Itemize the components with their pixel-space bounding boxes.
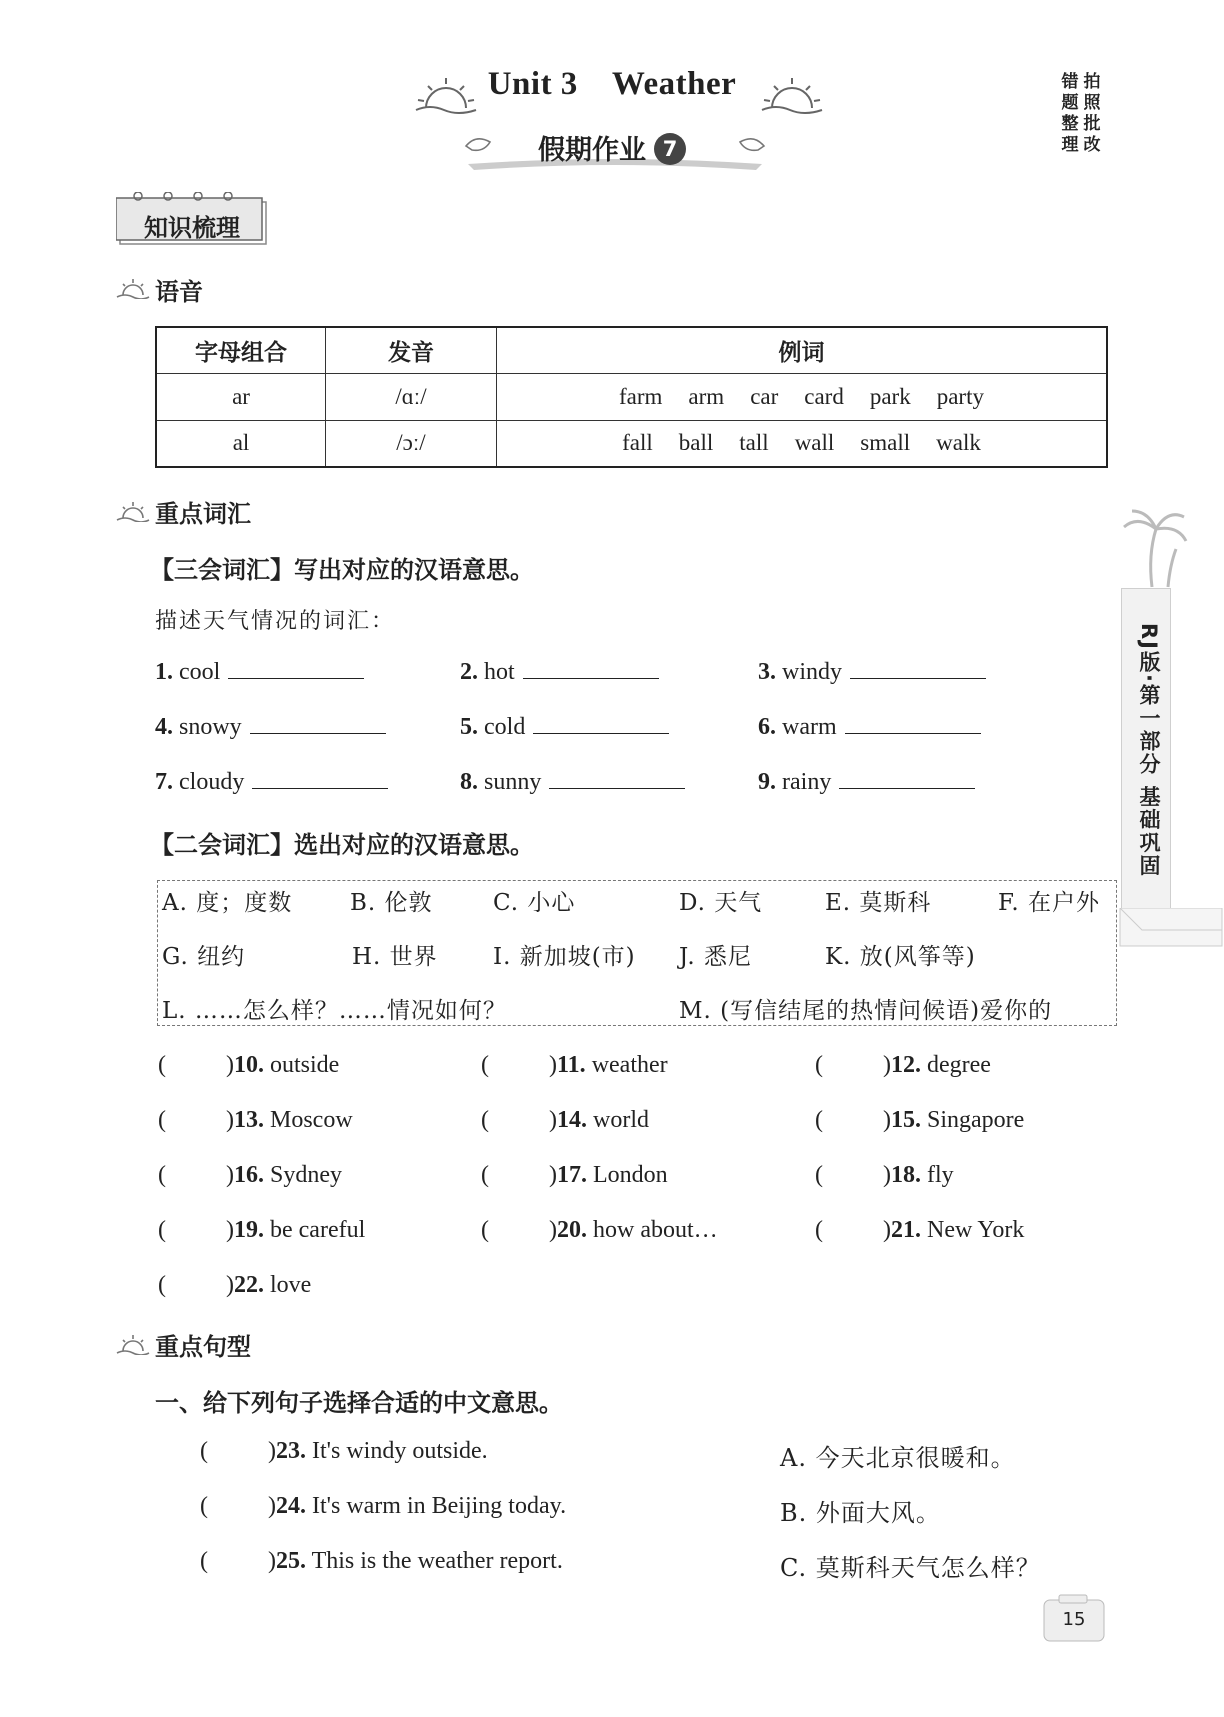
answer-blank[interactable] — [549, 768, 685, 789]
option-item: M. (写信结尾的热情问候语)爱你的 — [679, 998, 1053, 1024]
corner-col-right: 拍照批改 — [1083, 72, 1101, 155]
answer-parens[interactable]: ( — [815, 1217, 823, 1243]
example-words-cell — [497, 373, 1108, 420]
answer-parens[interactable]: ( — [158, 1272, 166, 1298]
vocab-item: 5. cold — [460, 713, 669, 741]
sentences-heading: 重点句型 — [155, 1333, 251, 1361]
example-word: party — [936, 383, 984, 409]
answer-parens[interactable]: ( — [481, 1217, 489, 1243]
match-item: ( )12. degree — [815, 1052, 991, 1078]
vocab-part1-title: 【三会词汇】写出对应的汉语意思。 — [150, 556, 534, 584]
option-item: J. 悉尼 — [679, 944, 753, 970]
side-tab-label: RJ版·第一部分 基础巩固 — [1137, 622, 1161, 878]
answer-parens[interactable]: ( — [481, 1107, 489, 1133]
vocab-item: 6. warm — [758, 713, 981, 741]
option-item: F. 在户外 — [998, 890, 1100, 916]
answer-parens[interactable]: ( — [481, 1052, 489, 1078]
answer-parens[interactable]: ( — [158, 1107, 166, 1133]
example-word: small — [860, 430, 911, 456]
option-item: E. 莫斯科 — [825, 890, 932, 916]
col-header-sound: 发音 — [326, 327, 497, 373]
sun-icon — [116, 277, 150, 299]
answer-parens[interactable]: ( — [481, 1162, 489, 1188]
sentence-option: A. 今天北京很暖和。 — [780, 1444, 1016, 1472]
match-item: ( )17. London — [481, 1162, 668, 1188]
table-row — [156, 373, 1107, 420]
sentence-item: ( )24. It's warm in Beijing today. — [200, 1493, 567, 1519]
page-number: 15 — [1062, 1609, 1086, 1630]
vocab-item: 2. hot — [460, 658, 659, 686]
example-word: park — [869, 383, 911, 409]
tab-fold — [1118, 908, 1224, 948]
example-word: ball — [678, 430, 714, 456]
example-word: farm — [619, 383, 663, 409]
answer-parens[interactable]: ( — [815, 1107, 823, 1133]
unit-title — [0, 66, 1224, 103]
option-item: L. ……怎么样？……情况如何？ — [162, 998, 507, 1024]
vocab-heading: 重点词汇 — [155, 500, 251, 528]
sound-cell: /ɔː/ — [326, 420, 497, 467]
match-item: ( )19. be careful — [158, 1217, 366, 1243]
col-header-examples: 例词 — [497, 327, 1108, 373]
example-word: wall — [794, 430, 835, 456]
subtitle-text: 假期作业 — [538, 135, 646, 166]
example-word: tall — [739, 430, 769, 456]
col-header-combo: 字母组合 — [156, 327, 326, 373]
match-item: ( )10. outside — [158, 1052, 340, 1078]
option-item: B. 伦敦 — [350, 890, 433, 916]
match-item: ( )14. world — [481, 1107, 649, 1133]
match-item: ( )22. love — [158, 1272, 312, 1298]
answer-parens[interactable]: ( — [815, 1052, 823, 1078]
example-word: walk — [936, 430, 981, 456]
sentence-item: ( )25. This is the weather report. — [200, 1548, 563, 1574]
answer-parens[interactable]: ( — [158, 1217, 166, 1243]
example-word: car — [750, 383, 779, 409]
option-item: C. 小心 — [493, 890, 576, 916]
unit-label: Unit 3 — [487, 66, 578, 102]
vocab-item: 9. rainy — [758, 768, 975, 796]
vocab-part2-title: 【二会词汇】选出对应的汉语意思。 — [150, 831, 534, 859]
example-words-cell — [497, 420, 1108, 467]
sun-icon — [116, 1333, 150, 1355]
match-item: ( )11. weather — [481, 1052, 668, 1078]
answer-blank[interactable] — [839, 768, 975, 789]
match-item: ( )21. New York — [815, 1217, 1025, 1243]
example-word: card — [804, 383, 844, 409]
answer-blank[interactable] — [252, 768, 388, 789]
sound-cell: /ɑː/ — [326, 373, 497, 420]
answer-parens[interactable]: ( — [200, 1493, 208, 1519]
option-item: D. 天气 — [679, 890, 763, 916]
option-item: A. 度；度数 — [162, 890, 293, 916]
match-item: ( )20. how about… — [481, 1217, 718, 1243]
match-item: ( )13. Moscow — [158, 1107, 353, 1133]
unit-topic: Weather — [611, 66, 737, 102]
option-item: G. 纽约 — [162, 944, 246, 970]
answer-blank[interactable] — [850, 658, 986, 679]
vocab-item: 4. snowy — [155, 713, 386, 741]
sentence-option: C. 莫斯科天气怎么样？ — [780, 1554, 1041, 1582]
sentence-option: B. 外面大风。 — [780, 1499, 941, 1527]
match-item: ( )16. Sydney — [158, 1162, 342, 1188]
combo-cell: al — [156, 420, 326, 467]
answer-blank[interactable] — [228, 658, 364, 679]
answer-parens[interactable]: ( — [200, 1438, 208, 1464]
vocab-item: 3. windy — [758, 658, 986, 686]
vocab-part1-intro: 描述天气情况的词汇： — [155, 608, 396, 633]
sentence-item: ( )23. It's windy outside. — [200, 1438, 488, 1464]
answer-blank[interactable] — [250, 713, 386, 734]
sun-icon — [116, 500, 150, 522]
pronunciation-heading: 语音 — [155, 278, 203, 306]
example-word: arm — [688, 383, 725, 409]
table-row — [156, 420, 1107, 467]
match-item: ( )15. Singapore — [815, 1107, 1025, 1133]
vocab-item: 7. cloudy — [155, 768, 388, 796]
answer-parens[interactable]: ( — [815, 1162, 823, 1188]
answer-blank[interactable] — [533, 713, 669, 734]
match-item: ( )18. fly — [815, 1162, 954, 1188]
answer-blank[interactable] — [845, 713, 981, 734]
sentences-part1-title: 一、给下列句子选择合适的中文意思。 — [155, 1389, 563, 1417]
homework-number-badge: 7 — [654, 133, 686, 165]
option-item: I. 新加坡(市) — [493, 944, 636, 970]
example-word: fall — [622, 430, 653, 456]
section-tab-label: 知识梳理 — [144, 214, 240, 242]
answer-blank[interactable] — [523, 658, 659, 679]
answer-parens[interactable]: ( — [200, 1548, 208, 1574]
corner-col-left: 错题整理 — [1061, 72, 1079, 155]
combo-cell: ar — [156, 373, 326, 420]
vocab-item: 1. cool — [155, 658, 364, 686]
vocab-item: 8. sunny — [460, 768, 685, 796]
pronunciation-table — [155, 326, 1108, 468]
option-item: H. 世界 — [352, 944, 438, 970]
answer-parens[interactable]: ( — [158, 1162, 166, 1188]
subtitle — [0, 128, 1224, 167]
answer-parens[interactable]: ( — [158, 1052, 166, 1078]
sun-icon — [760, 74, 824, 114]
option-item: K. 放(风筝等) — [825, 944, 976, 970]
palm-tree-icon — [1118, 505, 1190, 589]
